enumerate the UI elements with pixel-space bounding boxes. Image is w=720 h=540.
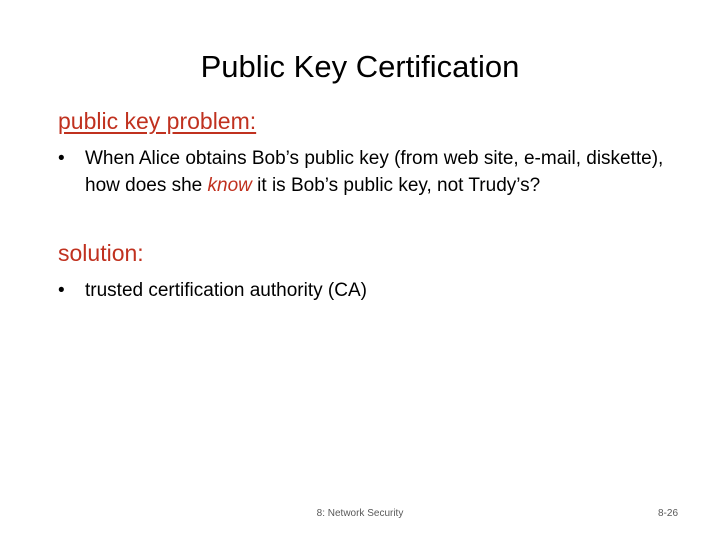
slide-title: Public Key Certification — [200, 49, 520, 84]
bullet-dot: • — [58, 148, 65, 169]
problem-bullet-list — [58, 145, 688, 199]
solution-bullet-list — [58, 277, 688, 304]
problem-bullet-emphasis: know — [207, 175, 252, 196]
solution-bullet-text: trusted certification authority (CA) — [85, 280, 367, 301]
problem-heading: public key problem: — [58, 108, 257, 134]
problem-bullet — [58, 145, 688, 199]
problem-bullet-text-before: When Alice obtains Bob’s public key (from web site, e-mail, diskette), how does she — [85, 148, 664, 196]
solution-bullet — [58, 277, 688, 304]
footer-course-label: 8: Network Security — [316, 508, 404, 519]
problem-bullet-text-after: it is Bob’s public key, not Trudy’s? — [251, 175, 541, 196]
footer-page-number: 8-26 — [657, 508, 678, 519]
solution-heading: solution: — [58, 240, 144, 266]
bullet-dot: • — [58, 280, 65, 301]
